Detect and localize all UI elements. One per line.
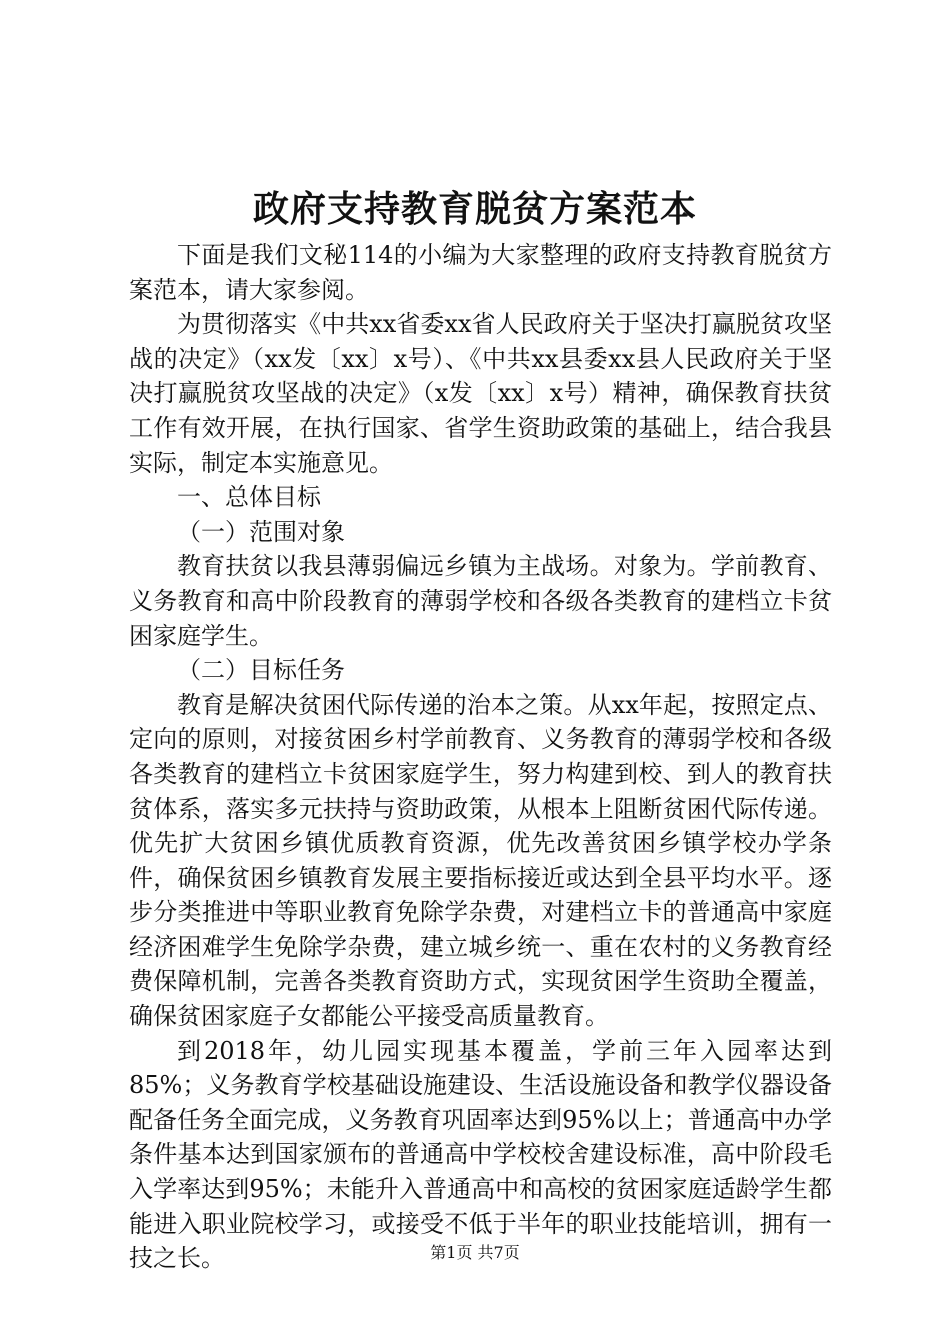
purpose-paragraph: 为贯彻落实《中共xx省委xx省人民政府关于坚决打赢脱贫攻坚战的决定》（xx发〔xx〕x号）、《中共xx县委xx县人民政府关于坚决打赢脱贫攻坚战的决定》（x发〔xx〕x号）精神，确保教育扶贫工作有效开展，在执行国家、省学生资助政策的基础上，结合我县实际，制定本实施意见。 [129, 310, 832, 477]
tasks-paragraph: 教育是解决贫困代际传递的治本之策。从xx年起，按照定点、定向的原则，对接贫困乡村学前教育、义务教育的薄弱学校和各级各类教育的建档立卡贫困家庭学生，努力构建到校、到人的教育扶贫体系，落实多元扶持与资助政策，从根本上阻断贫困代际传递。优先扩大贫困乡镇优质教育资源，优先改善贫困乡镇学校办学条件，确保贫困乡镇教育发展主要指标接近或达到全县平均水平。逐步分类推进中等职业教育免除学杂费，对建档立卡的普通高中家庭经济困难学生免除学杂费，建立城乡统一、重在农村的义务教育经费保障机制，完善各类教育资助方式，实现贫困学生资助全覆盖，确保贫困家庭子女都能公平接受高质量教育。 [129, 690, 832, 1031]
page-number-footer: 第1页 共7页 [430, 1243, 520, 1262]
document-body [129, 238, 832, 1276]
targets-2018-paragraph: 到2018年，幼儿园实现基本覆盖，学前三年入园率达到85%；义务教育学校基础设施建设、生活设施设备和教学仪器设备配备任务全面完成，义务教育巩固率达到95%以上；普通高中办学条件基本达到国家颁布的普通高中学校校舍建设标准，高中阶段毛入学率达到95%；未能升入普通高中和高校的贫困家庭适龄学生都能进入职业院校学习，或接受不低于半年的职业技能培训，拥有一技之长。 [129, 1036, 832, 1273]
subsection-heading-tasks: （二）目标任务 [177, 656, 345, 685]
document-title: 政府支持教育脱贫方案范本 [252, 188, 697, 230]
subsection-heading-scope: （一）范围对象 [177, 517, 345, 546]
intro-paragraph: 下面是我们文秘114的小编为大家整理的政府支持教育脱贫方案范本，请大家参阅。 [129, 241, 832, 304]
scope-paragraph: 教育扶贫以我县薄弱偏远乡镇为主战场。对象为。学前教育、义务教育和高中阶段教育的薄弱学校和各级各类教育的建档立卡贫困家庭学生。 [129, 552, 832, 650]
section-heading-overall-goal: 一、总体目标 [177, 483, 321, 512]
